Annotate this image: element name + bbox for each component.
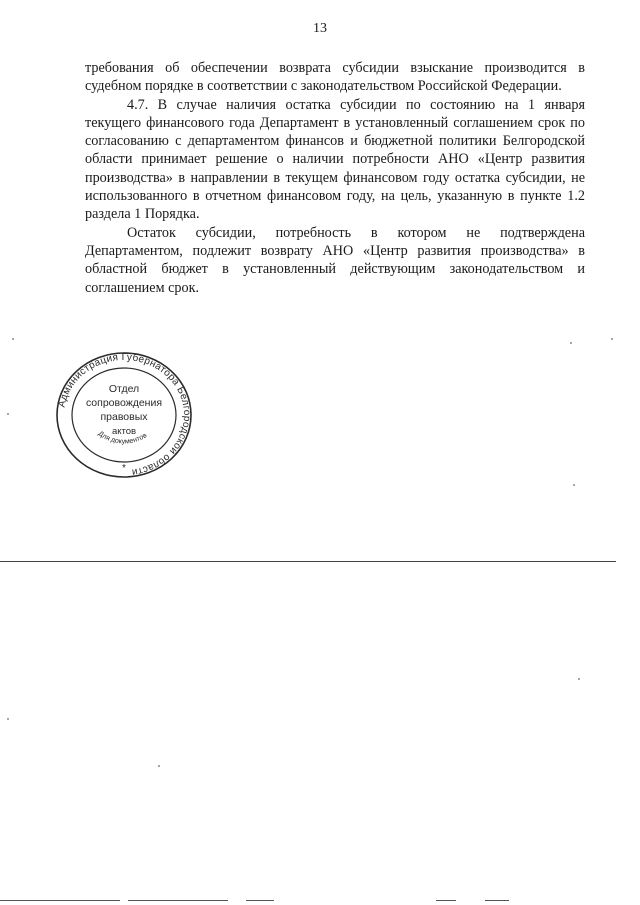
page-number: 13 xyxy=(313,21,327,36)
stamp-line-3: правовых xyxy=(100,411,148,423)
scan-speck xyxy=(611,338,613,340)
scan-speck xyxy=(7,413,9,415)
paragraph-4-7: 4.7. В случае наличия остатка субсидии по состоянию на 1 января текущего финансового года Департамент в установленный соглашением срок по согласованию с департаментом финансов и бюджетной политики Белгородской области принимает решение о наличии потребности АНО «Центр развития производства» в направлении в текущем финансовом году остатка субсидии, не использованного в отчетном финансовом году, на цель, указанную в пункте 1.2 раздела 1 Порядка. xyxy=(85,96,585,223)
stamp-line-4: актов xyxy=(111,426,137,437)
stamp-line-2: сопровождения xyxy=(85,397,163,409)
paragraph-continuation: требования об обеспечении возврата субсидии взыскание производится в судебном порядке в соответствии с законодательством Российской Федерации. xyxy=(85,60,585,95)
scan-speck xyxy=(158,765,160,767)
paragraph-remainder: Остаток субсидии, потребность в котором не подтверждена Департаментом, подлежит возврату АНО «Центр развития производства» в областной бюджет в установленный действующим законодательством и соглашением срок. xyxy=(85,224,585,296)
footer-rule-left xyxy=(0,900,120,901)
scan-speck xyxy=(573,484,575,486)
stamp-seal xyxy=(54,350,194,480)
official-stamp xyxy=(54,350,194,480)
document-body xyxy=(85,59,585,297)
stamp-inner-text: Для документов xyxy=(96,430,149,446)
horizontal-divider xyxy=(0,561,616,562)
scan-speck xyxy=(7,718,9,720)
footer-rule-right-b xyxy=(485,900,509,901)
scan-speck xyxy=(578,678,580,680)
scan-speck xyxy=(12,338,14,340)
scan-speck xyxy=(570,342,572,344)
footer-rule-right-a xyxy=(436,900,456,901)
footer-rule-dash xyxy=(246,900,274,901)
footer-rule-mid xyxy=(128,900,228,901)
stamp-ring-text: Администрация Губернатора Белгородской области xyxy=(56,351,193,478)
stamp-line-1: Отдел xyxy=(108,383,140,395)
stamp-star-icon: * xyxy=(122,463,126,474)
